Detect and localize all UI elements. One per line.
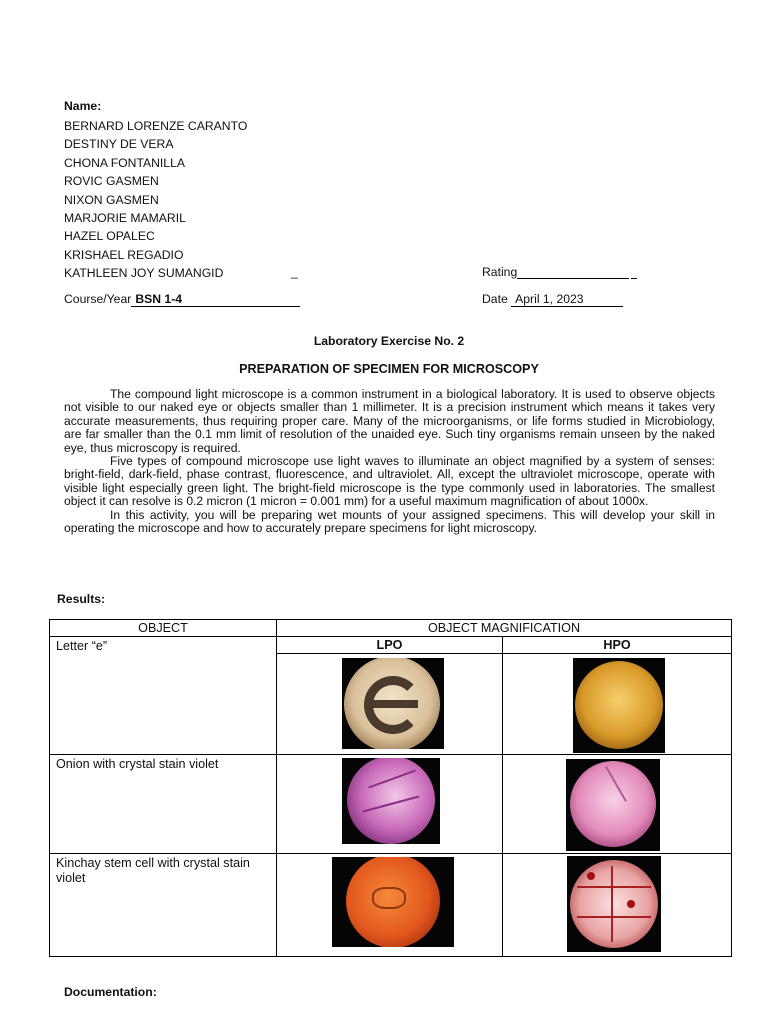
member-name: NIXON GASMEN bbox=[64, 192, 159, 207]
lpo-image-cell bbox=[277, 854, 503, 957]
micrograph-onion-hpo bbox=[566, 759, 660, 851]
paragraph: The compound light microscope is a common instrument in a biological laboratory. It is used to observe objects not visible to our naked eye or objects smaller than 1 millimeter. It is a precision instrument which means it takes very accurate measurements, thus requiring proper care. Many of the microorganisms, or life forms studied in Microbiology, are far smaller than the 0.1 mm limit of resolution of the unaided eye. Such tiny organisms remain unseen by the naked eye, thus microscopy is required. bbox=[64, 387, 715, 455]
member-name: DESTINY DE VERA bbox=[64, 137, 174, 152]
lpo-image-cell bbox=[277, 654, 503, 755]
intro-text bbox=[64, 388, 715, 535]
date-label: Date bbox=[482, 292, 508, 306]
member-name: ROVIC GASMEN bbox=[64, 174, 159, 189]
rating-blank-end bbox=[631, 266, 637, 279]
results-table bbox=[49, 619, 732, 957]
name-trail-mark: _ bbox=[291, 265, 298, 279]
micrograph-onion-lpo bbox=[342, 758, 440, 844]
lpo-image-cell bbox=[277, 755, 503, 854]
paragraph: In this activity, you will be preparing wet mounts of your assigned specimens. This will develop your skill in operating the microscope and how to accurately prepare specimens for light microscopy. bbox=[64, 507, 715, 536]
rating-label: Rating bbox=[482, 265, 518, 279]
row-object-label: Kinchay stem cell with crystal stain violet bbox=[50, 854, 277, 957]
exercise-title: PREPARATION OF SPECIMEN FOR MICROSCOPY bbox=[239, 362, 539, 376]
date-value: April 1, 2023 bbox=[511, 292, 623, 307]
col-object-header: OBJECT bbox=[50, 620, 277, 637]
member-name: HAZEL OPALEC bbox=[64, 229, 155, 244]
micrograph-letter-e-hpo bbox=[573, 658, 665, 753]
course-value: BSN 1-4 bbox=[131, 292, 300, 307]
name-label: Name: bbox=[64, 99, 102, 113]
hpo-image-cell bbox=[503, 755, 732, 854]
member-name: CHONA FONTANILLA bbox=[64, 155, 185, 170]
course-year-field bbox=[64, 292, 300, 307]
row-object-label: Letter “e” bbox=[50, 637, 277, 755]
group-members-list bbox=[64, 117, 247, 283]
micrograph-kinchay-hpo bbox=[567, 856, 661, 952]
row-object-label: Onion with crystal stain violet bbox=[50, 755, 277, 854]
paragraph: Five types of compound microscope use light waves to illuminate an object magnified by a system of senses: bright-field, dark-field, phase contrast, fluorescence, and ultraviolet. All, except the ultraviolet microscope, operate with visible light especially green light. The bright-field microscope is the type commonly used in laboratories. The smallest object it can resolve is 0.2 micron (1 micron = 0.001 mm) for a useful maximum magnification of about 1000x. bbox=[64, 454, 715, 509]
col-magnification-header: OBJECT MAGNIFICATION bbox=[277, 620, 732, 637]
course-label: Course/Year bbox=[64, 292, 132, 306]
member-name: BERNARD LORENZE CARANTO bbox=[64, 119, 248, 133]
col-hpo-header: HPO bbox=[503, 637, 732, 654]
hpo-image-cell bbox=[503, 654, 732, 755]
exercise-number: Laboratory Exercise No. 2 bbox=[313, 334, 465, 348]
hpo-image-cell bbox=[503, 854, 732, 957]
date-field bbox=[482, 292, 623, 307]
col-lpo-header: LPO bbox=[277, 637, 503, 654]
member-name: MARJORIE MAMARIL bbox=[64, 210, 186, 225]
results-heading: Results: bbox=[57, 592, 106, 606]
micrograph-kinchay-lpo bbox=[332, 857, 454, 947]
rating-blank bbox=[517, 266, 629, 279]
member-name: KATHLEEN JOY SUMANGID bbox=[64, 266, 224, 281]
micrograph-letter-e-lpo bbox=[342, 658, 444, 749]
member-name: KRISHAEL REGADIO bbox=[64, 247, 184, 262]
documentation-heading: Documentation: bbox=[64, 985, 157, 999]
rating-field bbox=[482, 265, 637, 279]
